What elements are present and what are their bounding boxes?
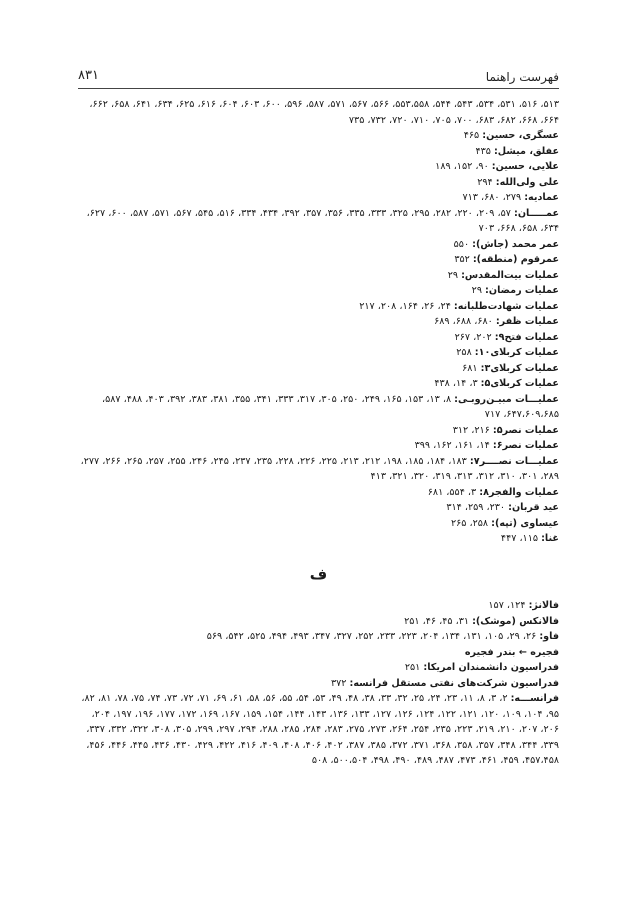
index-entry	[78, 206, 559, 237]
index-entry	[78, 660, 559, 676]
index-entry-pages: ۱۲۴، ۱۵۷	[488, 600, 526, 611]
index-entry-term: عملیات کربلای۵:	[480, 378, 559, 389]
index-entry-term: علایی، حسین:	[491, 161, 559, 172]
index-entry-term: عمادیه:	[524, 192, 559, 203]
index-entry-pages: ۲۴، ۲۶، ۱۶۴، ۲۰۸، ۲۱۷	[359, 300, 451, 312]
index-entry	[78, 159, 559, 175]
index-entry-term: فدراسیون دانشمندان امریکا:	[423, 662, 559, 673]
index-entry-pages: ۳۵۲	[454, 254, 470, 265]
running-header-title: فهرست راهنما	[485, 70, 559, 84]
index-entry-pages: ۲۵۱	[404, 662, 421, 673]
index-entry	[78, 190, 559, 206]
index-entry-term: عفلق، میشل:	[493, 145, 559, 157]
index-entry-term: عیساوی (تپه):	[491, 517, 559, 529]
index-entry-pages: ۲، ۳، ۸، ۱۱، ۲۳، ۲۴، ۲۵، ۳۲، ۳۳، ۳۸، ۴۸، ۴۹، ۵۳، ۵۴، ۵۵، ۵۶، ۵۸، ۶۱، ۶۹، ۷۱، ۷۲، ۷۳، ۷۴، ۷۵، ۷۸، ۸۱، ۸۲، ۹۵، ۱۰۴، ۱۰۹، ۱۲۰، ۱۲۱، ۱۲۲، ۱۲۴، ۱۲۶، ۱۲۷، ۱۳۳، ۱۳۶، ۱۴۳، ۱۴۴، ۱۵۴، ۱۵۹، ۱۶۷، ۱۶۹، ۱۷۲، ۱۷۷، ۱۹۶، ۱۹۷، ۲۰۴، ۲۰۶، ۲۰۷، ۲۱۰، ۲۱۹، ۲۲۳، ۲۳۵، ۲۵۴، ۲۶۴، ۲۷۳، ۲۷۵، ۲۸۳، ۲۸۴، ۲۸۵، ۲۸۸، ۲۹۴، ۲۹۷، ۲۹۹، ۳۰۵، ۳۰۸، ۳۲۲، ۳۳۲، ۳۳۷، ۳۳۹، ۳۴۴، ۳۴۸، ۳۵۷، ۳۵۸، ۳۶۸، ۳۷۱، ۳۷۲، ۳۸۵، ۳۸۷، ۴۰۲، ۴۰۶، ۴۰۸، ۴۰۹، ۴۱۶، ۴۲۲، ۴۲۹، ۴۳۰، ۴۳۶، ۴۴۵، ۴۴۶، ۴۵۶، ۴۵۷،۴۵۸، ۴۵۹، ۴۶۱، ۴۷۳، ۴۸۷، ۴۸۹، ۴۹۰، ۴۹۸، ۵۰۰،۵۰۴، ۵۰۸	[81, 693, 559, 766]
index-entry	[78, 516, 559, 532]
index-entry	[78, 97, 559, 128]
index-entry-pages: ۱۸۳، ۱۸۴، ۱۸۵، ۱۹۸، ۲۱۲، ۲۱۳، ۲۲۵، ۲۲۶، ۲۲۸، ۲۳۵، ۲۳۷، ۲۴۵، ۲۴۶، ۲۵۵، ۲۵۷، ۲۶۵، ۲۶۶، ۲۷۷، ۲۸۹، ۳۰۱، ۳۱۰، ۳۱۲، ۳۱۳، ۳۱۹، ۳۲۰، ۳۲۱، ۴۱۳	[80, 455, 559, 482]
index-entry-pages: ۹۰، ۱۵۲، ۱۸۹	[435, 161, 489, 172]
index-entry-term: عملیات رمضان:	[485, 285, 559, 296]
index-entry	[78, 268, 559, 284]
index-entry-pages: ۲۹	[471, 285, 482, 296]
index-entry	[78, 500, 559, 516]
index-entry-pages: ۲۶، ۲۹، ۱۰۵، ۱۳۱، ۱۳۴، ۲۰۴، ۲۲۳، ۲۳۳، ۲۵۲، ۳۲۷، ۳۴۷، ۴۹۳، ۴۹۴، ۵۲۵، ۵۴۲، ۵۶۹	[206, 631, 537, 642]
index-entry-pages: ۴۶۵	[463, 130, 480, 141]
index-entry-term: عید قربان:	[508, 502, 559, 513]
index-entry	[78, 676, 559, 692]
index-entry-term: علی ولی‌الله:	[495, 176, 559, 188]
index-entry	[78, 361, 559, 377]
index-entry-pages: ۳۱، ۴۵، ۴۶، ۲۵۱	[404, 615, 469, 627]
index-entry	[78, 629, 559, 645]
section-ain	[78, 97, 559, 547]
index-entry-pages: ۵۱۳، ۵۱۶، ۵۳۱، ۵۳۴، ۵۴۳، ۵۴۴، ۵۵۳،۵۵۸، ۵۶۶، ۵۶۷، ۵۷۱، ۵۸۷، ۵۹۶، ۶۰۰، ۶۰۳، ۶۰۴، ۶۱۶، ۶۲۵، ۶۳۴، ۶۴۱، ۶۵۸، ۶۶۲، ۶۶۴، ۶۶۸، ۶۸۲، ۶۸۳، ۷۰۰، ۷۰۵، ۷۱۰، ۷۲۰، ۷۳۲، ۷۳۵	[89, 99, 559, 126]
index-entry-term: عمر محمد (جاش):	[472, 238, 559, 250]
index-entry-pages: ۲۵۸	[456, 347, 472, 358]
index-entry	[78, 438, 559, 454]
index-entry-term: عسگری، حسین:	[482, 130, 559, 141]
header-rule	[78, 88, 559, 89]
index-body	[78, 97, 559, 769]
index-entry	[78, 144, 559, 160]
index-entry-term: فرانســـه:	[510, 693, 559, 704]
index-entry-pages: ۲۱۶، ۳۱۲	[452, 424, 490, 436]
index-entry	[78, 485, 559, 501]
index-entry-term: فاو:	[539, 631, 559, 642]
index-entry	[78, 454, 559, 485]
index-entry-pages: ۶۸۱	[462, 362, 478, 374]
index-entry-term: فدراسیون شرکت‌های نفتی مستقل فرانسه:	[349, 677, 559, 689]
index-entry	[78, 531, 559, 547]
index-entry-term: عملیات کربلای۱۰:	[474, 347, 559, 358]
index-entry-pages: ۳، ۱۴، ۴۳۸	[434, 378, 478, 389]
index-entry-pages: ۲۷۹، ۶۸۰، ۷۱۳	[462, 192, 522, 203]
index-entry-term: عملیات فتح۹:	[494, 331, 559, 343]
index-entry	[78, 237, 559, 253]
index-entry	[78, 392, 559, 423]
index-entry-term: عملیـــات مبیـن‌روبـی:	[454, 393, 559, 405]
index-entry-pages: ۸، ۱۳، ۱۵۳، ۱۶۵، ۲۴۹، ۲۵۰، ۳۰۵، ۳۱۷، ۳۳۳، ۳۴۱، ۳۵۵، ۳۸۱، ۳۸۳، ۳۹۲، ۴۰۳، ۴۸۸، ۵۸۷، ۶۴۷،۶۰۹،۶۸۵، ۷۱۷	[101, 393, 559, 420]
index-entry-pages: ۵۵۰	[453, 238, 470, 250]
index-entry-pages: ۲۰۲، ۲۶۷	[454, 331, 492, 343]
index-entry	[78, 314, 559, 330]
index-entry-term: عمـــــان:	[513, 207, 559, 219]
index-entry	[78, 175, 559, 191]
index-entry	[78, 423, 559, 439]
index-entry-term: عملیات نصر۶:	[492, 440, 559, 451]
index-entry-pages: ۴۳۵	[475, 145, 491, 157]
index-entry-term: عمرقوم (منطقه):	[472, 254, 559, 265]
page-number: ۸۳۱	[78, 68, 99, 83]
index-entry-term: فالانژ:	[528, 600, 559, 611]
index-entry-term: عملیات کربلای۳:	[480, 362, 559, 374]
index-entry-pages: ۶۸۰، ۶۸۸، ۶۸۹	[434, 316, 493, 327]
index-entry-pages: ۳، ۵۵۴، ۶۸۱	[427, 486, 477, 498]
index-entry-term: فجیره ← بندر فجیره	[464, 646, 559, 658]
index-entry	[78, 283, 559, 299]
index-entry-pages: ۱۱۵، ۴۴۷	[500, 533, 539, 544]
index-entry-pages: ۱۴، ۱۶۱، ۱۶۲، ۳۹۹	[414, 440, 490, 451]
index-entry	[78, 299, 559, 315]
index-entry-term: عملیات ظفر:	[495, 316, 559, 327]
index-entry-pages: ۲۳۰، ۲۵۹، ۳۱۴	[446, 502, 506, 513]
index-entry-term: غنا:	[541, 533, 559, 544]
index-entry-term: عملیات بیت‌المقدس:	[461, 269, 559, 281]
index-entry	[78, 128, 559, 144]
index-entry-term: عملیـــات نصــــر۷:	[469, 455, 559, 467]
index-entry-pages: ۲۵۸، ۲۶۵	[450, 517, 489, 529]
index-entry	[78, 330, 559, 346]
index-entry-term: عملیات نصر۵:	[492, 424, 559, 436]
index-entry	[78, 376, 559, 392]
index-entry	[78, 691, 559, 769]
index-entry-pages: ۲۹	[447, 269, 459, 281]
index-entry	[78, 598, 559, 614]
index-entry-pages: ۲۹۴	[477, 176, 493, 188]
index-entry-pages: ۵۷، ۲۰۹، ۲۲۰، ۲۸۲، ۲۹۵، ۳۲۵، ۳۳۳، ۳۳۵، ۳۵۶، ۳۵۷، ۳۹۲، ۴۳۴، ۳۳۴، ۵۱۶، ۵۴۵، ۵۶۷، ۵۷۱، ۵۸۷، ۶۰۰، ۶۲۷، ۶۳۴، ۶۵۸، ۶۶۸، ۷۰۳	[86, 207, 559, 234]
letter-heading: ف	[309, 564, 328, 583]
index-entry	[78, 645, 559, 661]
index-entry-term: عملیات شهادت‌طلبانه:	[453, 300, 559, 312]
index-entry-term: عملیات والفجر۸:	[479, 486, 559, 498]
index-entry-pages: ۳۷۲	[330, 677, 347, 689]
index-entry	[78, 345, 559, 361]
index-entry	[78, 252, 559, 268]
section-fa	[78, 598, 559, 769]
index-entry-term: فالانکس (موشک):	[472, 615, 559, 627]
index-entry	[78, 614, 559, 630]
